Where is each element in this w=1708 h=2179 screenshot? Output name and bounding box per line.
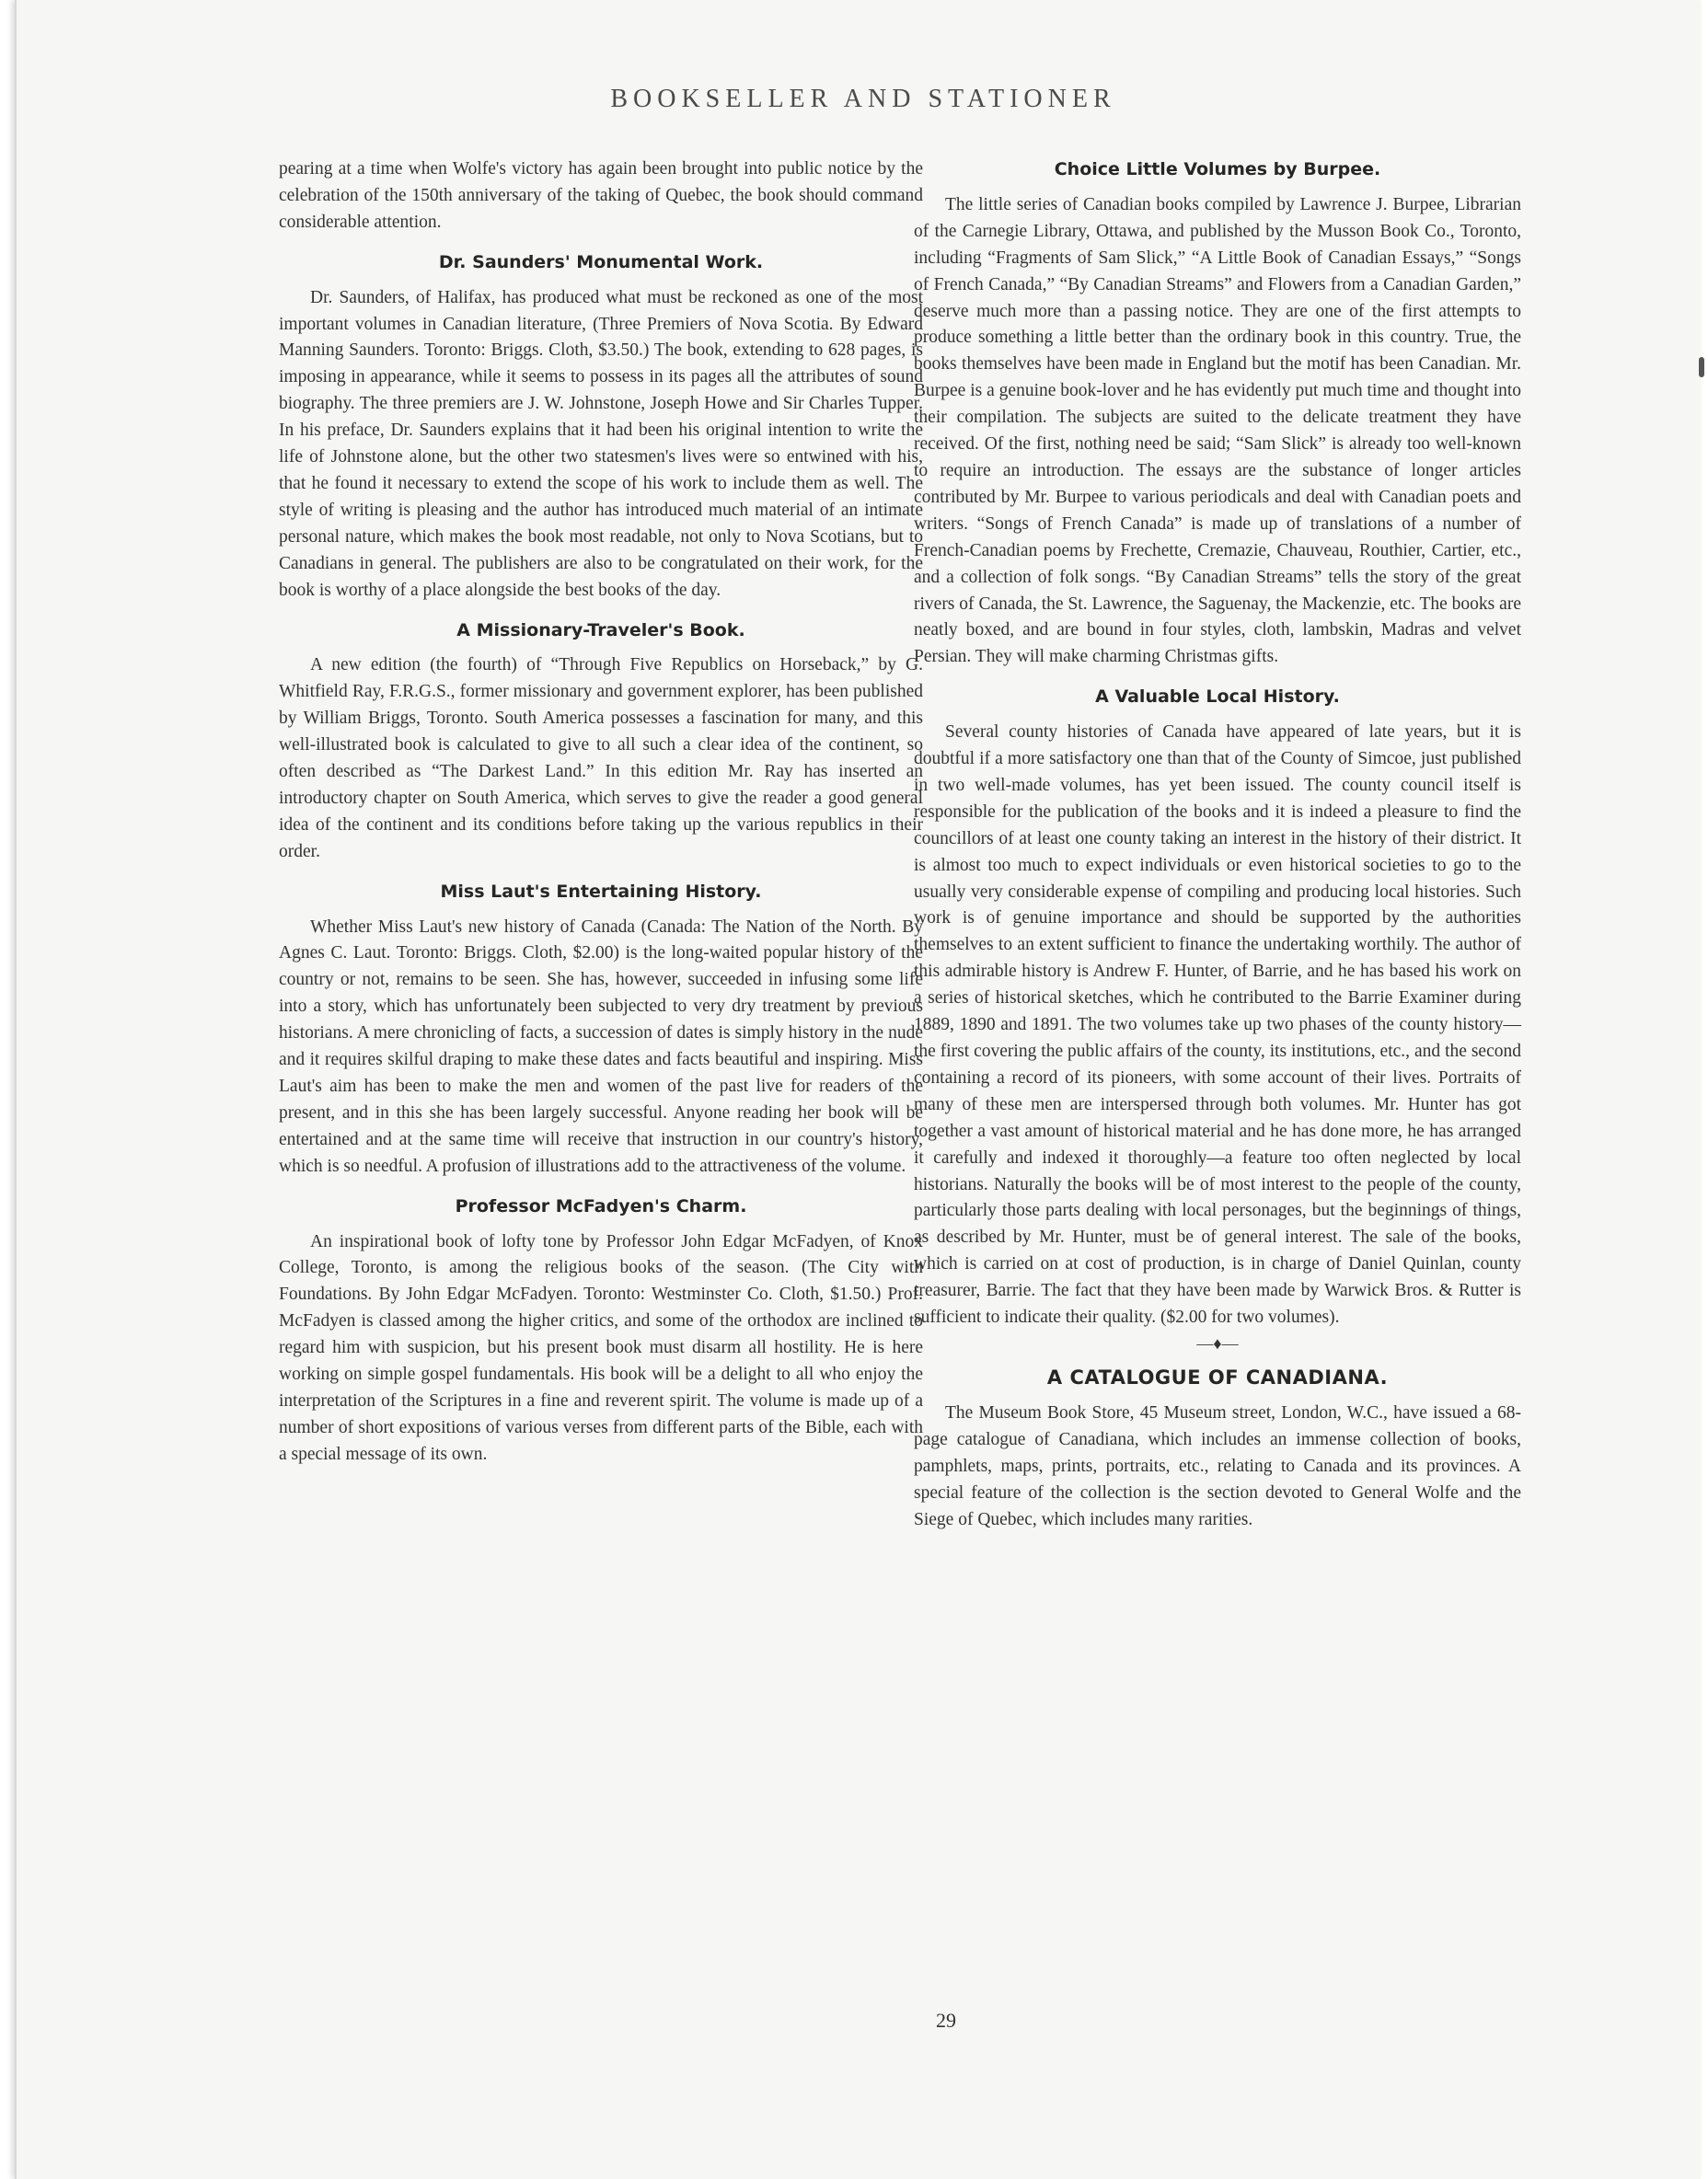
section-divider-ornament: —♦— <box>1196 1333 1239 1353</box>
magazine-page <box>15 0 1701 2179</box>
article-local-history-body: Several county histories of Canada have appeared of late years, but it is doubtful if a more satisfactory one than that of the County of Simcoe, just published in two well-made volumes, has yet been issued. The county council itself is responsible for the publication of the books and it is indeed a pleasure to find the councillors of at least one county taking an interest in the history of their district. It is almost too much to expect individuals or even historical societies to go to the usually very considerable expense of compiling and producing local histories. Such work is of genuine importance and should be supported by the authorities themselves to an extent sufficient to finance the undertaking worthily. The author of this admirable history is Andrew F. Hunter, of Barrie, and he has based his work on a series of historical sketches, which he contributed to the Barrie Examiner during 1889, 1890 and 1891. The two volumes take up two phases of the county history—the first covering the public affairs of the county, its institutions, etc., and the second containing a record of its pioneers, with some account of their lives. Portraits of many of these men are interspersed through both volumes. Mr. Hunter has got together a vast amount of historical material and he has done more, he has arranged it carefully and indexed it thoroughly—a feature too often neglected by local historians. Naturally the books will be of most interest to the people of the county, particularly those parts dealing with local personages, but the beginnings of things, as described by Mr. Hunter, must be of general interest. The sale of the books, which is carried on at cost of production, is in charge of Daniel Quinlan, county treasurer, Barrie. The fact that they have been made by Warwick Bros. & Rutter is sufficient to indicate their quality. ($2.00 for two volumes). <box>914 722 1521 1328</box>
right-column <box>914 156 1521 1533</box>
left-column <box>279 156 923 1469</box>
article-laut-heading: Miss Laut's Entertaining History. <box>440 881 762 902</box>
article-catalogue-body: The Museum Book Store, 45 Museum street, London, W.C., have issued a 68-page catalogue of Canadiana, which includes an immense collection of books, pamphlets, maps, prints, portraits, etc., relating to Canada and its provinces. A special feature of the collection is the section devoted to General Wolfe and the Siege of Quebec, which includes many rarities. <box>914 1402 1521 1529</box>
article-local-history-heading: A Valuable Local History. <box>1095 686 1340 708</box>
running-head: BOOKSELLER AND STATIONER <box>610 85 1116 113</box>
article-missionary-body: A new edition (the fourth) of “Through Five Republics on Horseback,” by G. Whitfield Ray, F.R.G.S., former missionary and government explorer, has been published by William Briggs, Toronto. South America possesses a fascination for many, and this well-illustrated book is calculated to give to all such a clear idea of the continent, so often described as “The Darkest Land.” In this edition Mr. Ray has inserted an introductory chapter on South America, which serves to give the reader a good general idea of the continent and its conditions before taking up the various republics in their order. <box>279 655 923 861</box>
article-saunders-body: Dr. Saunders, of Halifax, has produced what must be reckoned as one of the most important volumes in Canadian literature, (Three Premiers of Nova Scotia. By Edward Manning Saunders. Toronto: Briggs. Cloth, $3.50.) The book, extending to 628 pages, is imposing in appearance, while it seems to possess in its pages all the attributes of sound biography. The three premiers are J. W. Johnstone, Joseph Howe and Sir Charles Tupper. In his preface, Dr. Saunders explains that it had been his original intention to write the life of Johnstone alone, but the other two statesmen's lives were so entwined with his, that he found it necessary to extend the scope of his work to include them as well. The style of writing is pleasing and the author has introduced much material of an intimate personal nature, which makes the book most readable, not only to Nova Scotians, but to Canadians in general. The publishers are also to be congratulated on their work, for the book is worthy of a place alongside the best books of the day. <box>279 287 923 600</box>
article-catalogue-heading: A CATALOGUE OF CANADIANA. <box>1046 1366 1389 1389</box>
article-missionary-heading: A Missionary-Traveler's Book. <box>456 619 745 640</box>
article-laut-body: Whether Miss Laut's new history of Canada (Canada: The Nation of the North. By Agnes C. Laut. Toronto: Briggs. Cloth, $2.00) is the long-waited popular history of the country or not, remains to be seen. She has, however, succeeded in infusing some life into a story, which has unfortunately been subjected to very dry treatment by previous historians. A mere chronicling of facts, a succession of dates is simply history in the nude and it requires skilful draping to make these dates and facts beautiful and inspiring. Miss Laut's aim has been to make the men and women of the past live for readers of the present, and in this she has been largely successful. Anyone reading her book will be entertained and at the same time will receive that instruction in our country's history, which is so needful. A profusion of illustrations add to the attractiveness of the volume. <box>279 917 923 1176</box>
article-continued-text: pearing at a time when Wolfe's victory has again been brought into public notice by the celebration of the 150th anniversary of the taking of Quebec, the book should command considerable attention. <box>279 159 923 232</box>
margin-ink-mark <box>1699 357 1704 377</box>
article-mcfadyen-heading: Professor McFadyen's Charm. <box>455 1195 747 1216</box>
article-saunders-heading: Dr. Saunders' Monumental Work. <box>438 251 764 272</box>
page-number: 29 <box>936 2009 956 2032</box>
article-burpee-body: The little series of Canadian books compiled by Lawrence J. Burpee, Librarian of the Carnegie Library, Ottawa, and published by the Musson Book Co., Toronto, including “Fragments of Sam Slick,” “A Little Book of Canadian Essays,” “Songs of French Canada,” “By Canadian Streams” and Flowers from a Canadian Garden,” deserve much more than a passing notice. They are one of the first attempts to produce something a little better than the ordinary book in this country. True, the books themselves have been made in England but the motif has been Canadian. Mr. Burpee is a genuine book-lover and he has evidently put much time and thought into their compilation. The subjects are suited to the delicate treatment they have received. Of the first, nothing need be said; “Sam Slick” is already too well-known to require an introduction. The essays are the substance of longer articles contributed by Mr. Burpee to various periodicals and deal with Canadian poets and writers. “Songs of French Canada” is made up of translations of a number of French-Canadian poems by Frechette, Cremazie, Chauveau, Routhier, Cartier, etc., and a collection of folk songs. “By Canadian Streams” tells the story of the great rivers of Canada, the St. Lawrence, the Saguenay, the Mackenzie, etc. The books are neatly boxed, and are bound in four styles, cloth, lambskin, Madras and velvet Persian. They will make charming Christmas gifts. <box>914 194 1521 667</box>
article-mcfadyen-body: An inspirational book of lofty tone by Professor John Edgar McFadyen, of Knox College, Toronto, is among the religious books of the season. (The City with Foundations. By John Edgar McFadyen. Toronto: Westminster Co. Cloth, $1.50.) Prof. McFadyen is classed among the higher critics, and some of the orthodox are inclined to regard him with suspicion, but his present book must disarm all hostility. He is here working on simple gospel fundamentals. His book will be a delight to all who enjoy the interpretation of the Scriptures in a fine and reverent spirit. The volume is made up of a number of short expositions of various verses from different parts of the Bible, each with a special message of its own. <box>279 1231 923 1464</box>
article-burpee-heading: Choice Little Volumes by Burpee. <box>1054 159 1381 179</box>
